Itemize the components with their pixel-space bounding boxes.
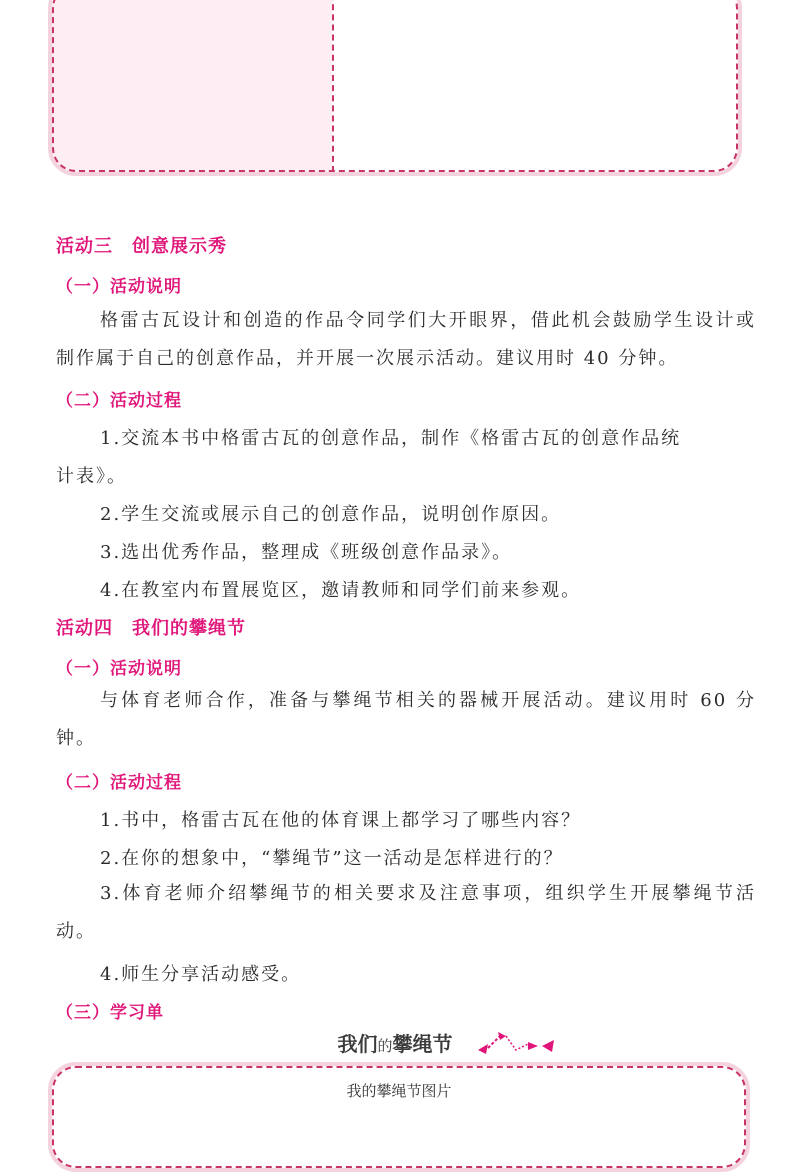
worksheet-box-label: 我的攀绳节图片 [346,1082,452,1100]
activity3-title: 活动三 创意展示秀 [56,236,227,257]
activity3-step1b: 计表》。 [56,466,127,487]
activity3-step4: 4.在教室内布置展览区，邀请教师和同学们前来参观。 [100,580,582,601]
bottom-worksheet-box [48,1062,750,1172]
activity4-sub1: （一）活动说明 [56,659,182,679]
activity4-sub3: （三）学习单 [56,1003,164,1023]
activity3-desc: 格雷古瓦设计和创造的作品令同学们大开眼界，借此机会鼓励学生设计或制作属于自己的创意作品，并开展一次展示活动。建议用时 40 分钟。 [56,310,756,369]
activity4-step4: 4.师生分享活动感受。 [100,964,302,985]
activity3-step2: 2.学生交流或展示自己的创意作品，说明创作原因。 [100,504,562,525]
activity3-sub1: （一）活动说明 [56,277,182,297]
activity4-step1: 1.书中，格雷古瓦在他的体育课上都学习了哪些内容？ [100,810,582,831]
activity4-desc: 与体育老师合作，准备与攀绳节相关的器械开展活动。建议用时 60 分钟。 [56,690,756,749]
top-worksheet-box [48,0,742,176]
worksheet-title-a: 我们 [337,1032,378,1056]
worksheet-title [0,1028,790,1057]
activity3-step1a: 1.交流本书中格雷古瓦的创意作品，制作《格雷古瓦的创意作品统 [100,428,682,449]
rope-decoration-icon [476,1028,560,1058]
activity4-title: 活动四 我们的攀绳节 [56,618,246,639]
activity3-step3: 3.选出优秀作品，整理成《班级创意作品录》。 [100,542,513,563]
top-box-dashed-border [52,0,738,172]
worksheet-title-b: 的 [377,1037,393,1055]
activity3-sub2: （二）活动过程 [56,391,182,411]
activity4-step2: 2.在你的想象中，“攀绳节”这一活动是怎样进行的？ [100,848,564,869]
activity4-step3: 3.体育老师介绍攀绳节的相关要求及注意事项，组织学生开展攀绳节活动。 [56,883,756,942]
activity4-sub2: （二）活动过程 [56,773,182,793]
worksheet-title-c: 攀绳节 [392,1032,453,1056]
